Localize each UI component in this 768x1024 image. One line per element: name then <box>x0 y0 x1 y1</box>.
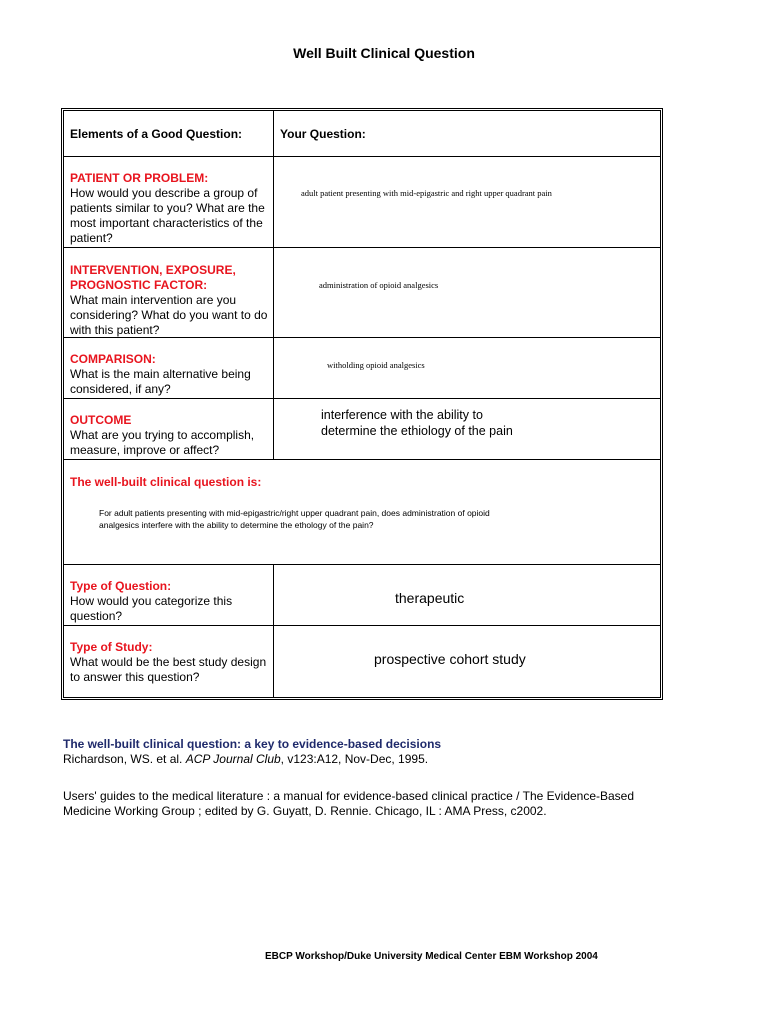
intervention-row <box>64 248 660 338</box>
outcome-row <box>64 399 660 460</box>
clinical-question-form <box>63 110 661 698</box>
right-column-header: Your Question: <box>280 127 366 141</box>
well-built-question-label: The well-built clinical question is: <box>70 475 262 489</box>
type-of-question-answer-cell[interactable] <box>274 565 660 625</box>
outcome-answer: interference with the ability to determine the ethiology of the pain <box>321 408 513 438</box>
comparison-prompt: What is the main alternative being considered, if any? <box>70 367 251 396</box>
comparison-answer-cell[interactable] <box>274 338 660 398</box>
type-of-question-row <box>64 565 660 626</box>
well-built-question-row <box>64 460 660 565</box>
outcome-prompt-cell <box>64 399 274 459</box>
type-of-question-prompt: How would you categorize this question? <box>70 594 233 623</box>
reference-1-title: The well-built clinical question: a key to evidence-based decisions <box>63 737 442 751</box>
patient-answer: adult patient presenting with mid-epigastric and right upper quadrant pain <box>301 188 552 198</box>
type-of-study-row <box>64 626 660 697</box>
right-column-header-cell <box>274 111 660 156</box>
type-of-study-answer-cell[interactable] <box>274 626 660 697</box>
left-column-header-cell <box>64 111 274 156</box>
reference-1-journal: ACP Journal Club <box>185 752 281 766</box>
patient-label: PATIENT OR PROBLEM: <box>70 171 209 185</box>
reference-1-citation <box>63 752 428 766</box>
patient-row <box>64 157 660 248</box>
intervention-prompt: What main intervention are you considering? What do you want to do with this patient? <box>70 293 268 337</box>
reference-1-details: , v123:A12, Nov-Dec, 1995. <box>280 752 429 766</box>
well-built-question-answer: For adult patients presenting with mid-epigastric/right upper quadrant pain, does administration of opioid analgesics interfere with the ability to determine the ethology of the pain? <box>99 508 490 530</box>
comparison-label: COMPARISON: <box>70 352 156 366</box>
type-of-question-answer: therapeutic <box>395 590 465 606</box>
page-title: Well Built Clinical Question <box>293 45 475 61</box>
well-built-question-cell[interactable] <box>64 460 660 564</box>
intervention-prompt-cell <box>64 248 274 337</box>
type-of-study-prompt-cell <box>64 626 274 697</box>
reference-2: Users' guides to the medical literature : a manual for evidence-based clinical practice / The Evidence-Based Medicine Working Group ; edited by G. Guyatt, D. Rennie. Chicago, IL : AMA Press, c2002. <box>63 789 635 818</box>
page-footer: EBCP Workshop/Duke University Medical Center EBM Workshop 2004 <box>265 951 598 962</box>
table-header-row <box>64 111 660 157</box>
outcome-prompt: What are you trying to accomplish, measure, improve or affect? <box>70 428 255 457</box>
type-of-study-answer: prospective cohort study <box>374 651 526 667</box>
left-column-header: Elements of a Good Question: <box>70 127 243 141</box>
outcome-label: OUTCOME <box>70 413 132 427</box>
type-of-study-prompt: What would be the best study design to answer this question? <box>70 655 267 684</box>
comparison-row <box>64 338 660 399</box>
comparison-prompt-cell <box>64 338 274 398</box>
patient-prompt: How would you describe a group of patients similar to you? What are the most important characteristics of the patient? <box>70 186 265 245</box>
intervention-label: INTERVENTION, EXPOSURE, PROGNOSTIC FACTOR: <box>70 263 236 292</box>
type-of-question-label: Type of Question: <box>70 579 172 593</box>
outcome-answer-cell[interactable] <box>274 399 660 459</box>
intervention-answer-cell[interactable] <box>274 248 660 337</box>
type-of-study-label: Type of Study: <box>70 640 153 654</box>
intervention-answer: administration of opioid analgesics <box>319 280 439 290</box>
comparison-answer: witholding opioid analgesics <box>327 360 425 370</box>
type-of-question-prompt-cell <box>64 565 274 625</box>
patient-prompt-cell <box>64 157 274 247</box>
reference-1-authors: Richardson, WS. et al. <box>63 752 183 766</box>
patient-answer-cell[interactable] <box>274 157 660 247</box>
